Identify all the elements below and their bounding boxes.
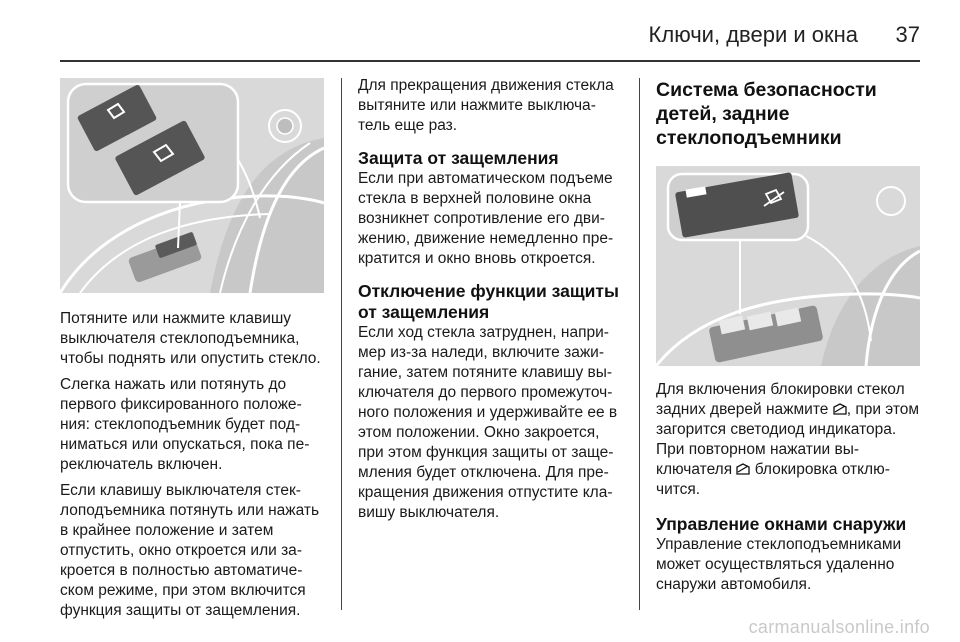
paragraph: Если ход стекла затруднен, например из-за наледи, включите зажигание, затем потяните клавишу выключателя до первого промежуточного положения и удерживайте ее в этом положении. Окно закроется, при этом функция защиты от защемления будет отключена. Для прекращения движения отпустите клавишу выключателя.: [358, 324, 618, 521]
paragraph: Потяните или нажмите клавишу выключателя стеклоподъемника, чтобы поднять или опустить стекло.: [60, 310, 321, 367]
paragraph: Слегка нажать или потянуть до первого фиксированного положения: стеклоподъемник будет подниматься или опускаться, пока переключатель включен.: [60, 376, 310, 473]
child-lock-illustration: [656, 166, 920, 366]
chapter-title: Ключи, двери и окна: [648, 22, 858, 47]
text: блокировка отключится.: [656, 461, 890, 498]
subheading: Отключение функции защиты от защемления: [358, 281, 619, 322]
child-lock-drawing: [656, 166, 920, 366]
column-1: [60, 72, 324, 621]
subheading: Защита от защемления: [358, 148, 559, 168]
watermark: carmanualsonline.info: [748, 617, 930, 637]
page-header: [60, 18, 920, 58]
window-lock-icon: [736, 463, 750, 475]
section-title: Система безопасности детей, задние стеклоподъемники: [656, 79, 877, 149]
subheading: Управление окнами снаружи: [656, 514, 907, 534]
header-divider: [60, 60, 920, 62]
window-switch-illustration: [60, 78, 324, 293]
text: , при этом загорится светодиод индикатора. При повторном нажатии выключателя: [656, 401, 920, 478]
paragraph: Если при автоматическом подъеме стекла в верхней половине окна возникнет сопротивление его движению, движение немедленно прекратится и окно вновь откроется.: [358, 170, 614, 267]
column-divider: [639, 78, 640, 610]
column-2: [358, 72, 622, 523]
page-number: 37: [895, 22, 920, 47]
column-divider: [341, 78, 342, 610]
column-3: [656, 72, 920, 595]
text: Для включения блокировки стекол задних дверей нажмите: [656, 381, 905, 418]
paragraph-child-lock: [656, 380, 920, 500]
paragraph: Управление стеклоподъемниками может осуществляться удаленно снаружи автомобиля.: [656, 536, 902, 593]
window-lock-icon: [833, 403, 847, 415]
paragraph: Если клавишу выключателя стеклоподъемника потянуть или нажать в крайнее положение и затем отпустить, окно откроется или закроется в полностью автоматическом режиме, при этом включится функция защиты от защемления.: [60, 482, 320, 619]
paragraph: Для прекращения движения стекла вытяните или нажмите выключатель еще раз.: [358, 77, 614, 134]
door-panel-drawing: [60, 78, 324, 293]
